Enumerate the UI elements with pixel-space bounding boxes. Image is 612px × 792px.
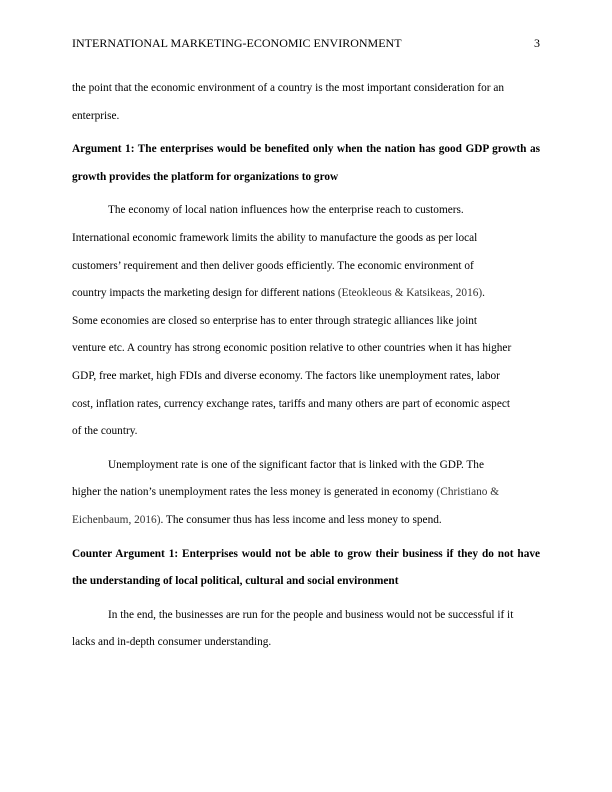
- p1-line: The economy of local nation influences how the enterprise reach to customers.: [108, 204, 464, 217]
- p3-line: In the end, the businesses are run for the people and business would not be successful if it: [108, 608, 514, 621]
- p2-line-text: higher the nation’s unemployment rates the less money is generated in economy: [72, 486, 437, 499]
- p1-line: Some economies are closed so enterprise has to enter through strategic alliances like joint: [72, 314, 477, 327]
- argument-1-heading-text: Argument 1: The enterprises would be benefited only when the nation has good GDP growth as growth provides the platform for organizations to grow: [72, 143, 540, 183]
- argument-1-paragraph: [72, 197, 540, 445]
- unemployment-paragraph: [72, 452, 540, 535]
- p2-line: [72, 507, 540, 535]
- counter-argument-1-heading-text: Counter Argument 1: Enterprises would not be able to grow their business if they do not have the understanding of local political, cultural and social environment: [72, 547, 540, 588]
- citation: (Eteokleous & Katsikeas, 2016): [337, 287, 483, 300]
- document-body: [72, 75, 540, 657]
- p3-line: lacks and in-depth consumer understanding.: [72, 636, 272, 649]
- conclusion-paragraph: [72, 602, 540, 657]
- intro-paragraph: the point that the economic environment of a country is the most important consideration for an enterprise.: [72, 82, 504, 122]
- counter-argument-1-heading: [72, 541, 540, 596]
- p2-line: Unemployment rate is one of the significant factor that is linked with the GDP. The: [108, 458, 484, 471]
- p1-line: [72, 280, 540, 308]
- p1-line-text: country impacts the marketing design for different nations: [72, 287, 338, 300]
- citation: (Christiano &: [436, 486, 499, 499]
- p2-line-tail: . The consumer thus has less income and less money to spend.: [160, 513, 442, 526]
- p2-line: [72, 479, 540, 507]
- p1-line: of the country.: [72, 425, 138, 438]
- p1-line: cost, inflation rates, currency exchange rates, tariffs and many others are part of economic aspect: [72, 397, 510, 410]
- citation: Eichenbaum, 2016): [72, 513, 161, 526]
- p1-line-tail: .: [482, 287, 485, 300]
- argument-1-heading: [72, 136, 540, 191]
- p1-line: customers’ requirement and then deliver goods efficiently. The economic environment of: [72, 259, 474, 272]
- p1-line: International economic framework limits the ability to manufacture the goods as per local: [72, 231, 478, 244]
- running-head: INTERNATIONAL MARKETING-ECONOMIC ENVIRONMENT: [72, 36, 402, 50]
- p1-line: GDP, free market, high FDIs and diverse economy. The factors like unemployment rates, labor: [72, 369, 500, 382]
- page-number: 3: [534, 36, 540, 50]
- p1-line: venture etc. A country has strong economic position relative to other countries when it has higher: [72, 342, 512, 355]
